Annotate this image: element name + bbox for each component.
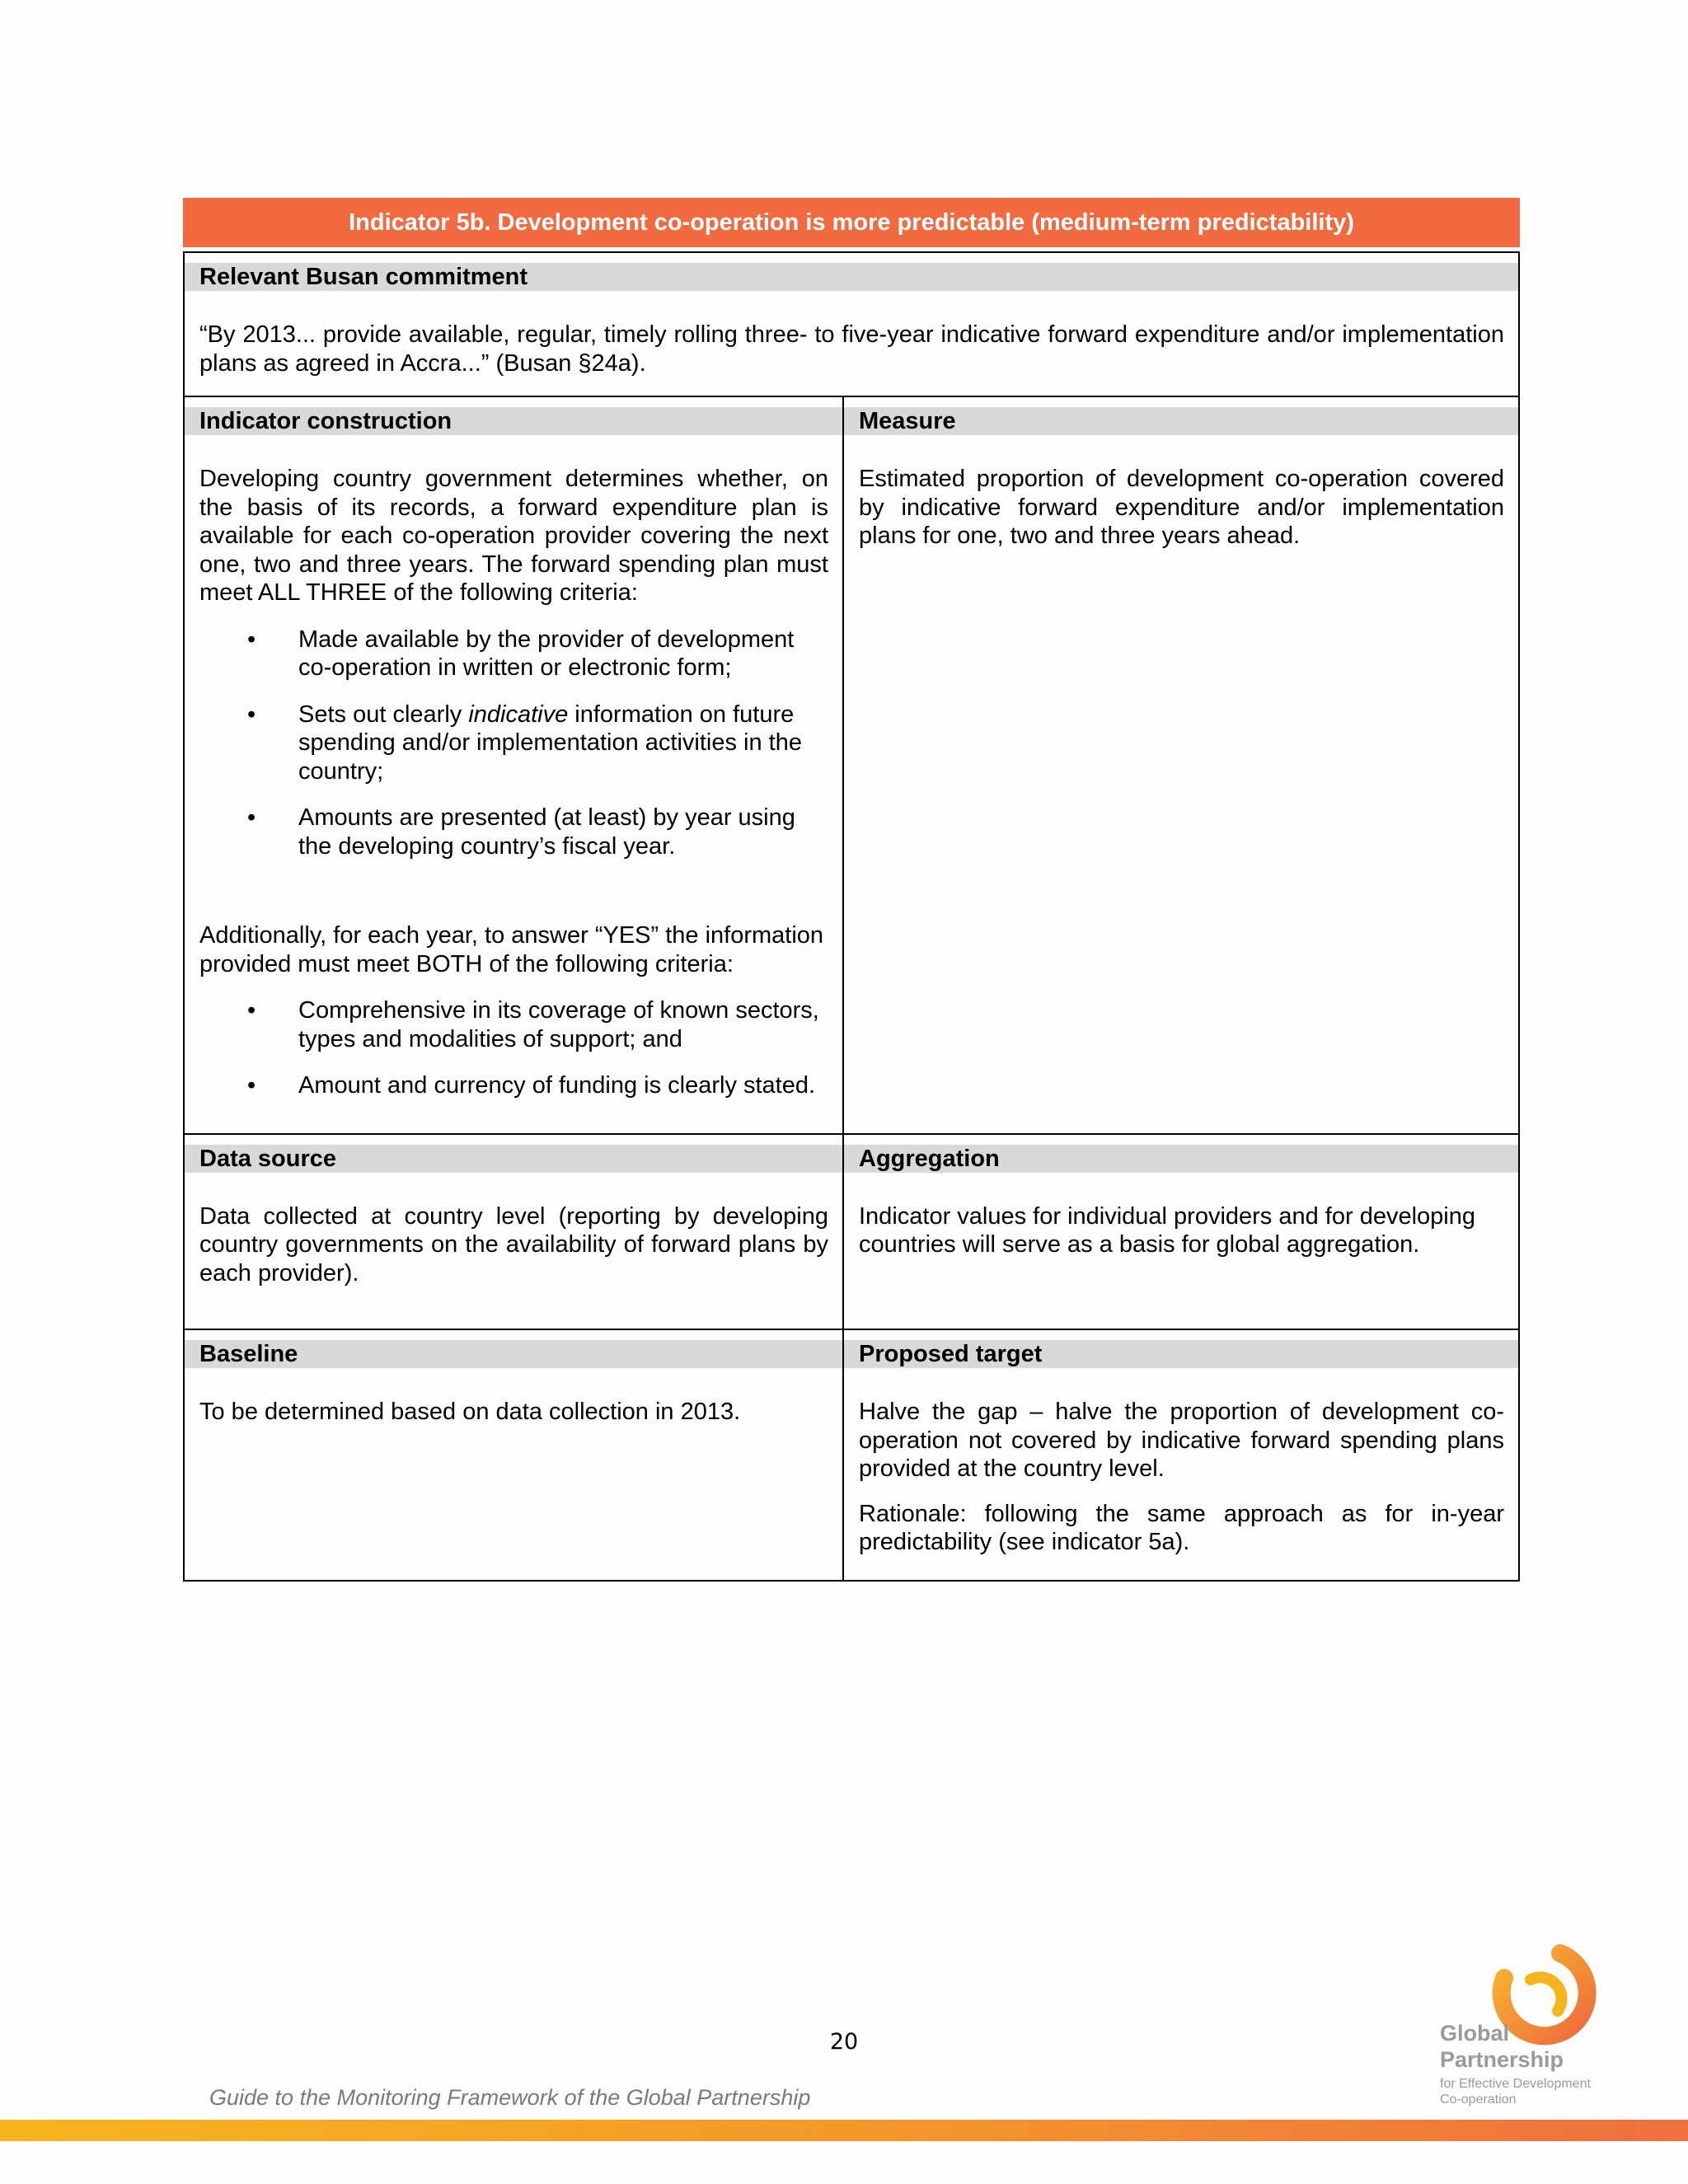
bullet-icon: • [247,701,256,728]
aggregation-cell [844,1135,1518,1329]
list-item [199,1071,828,1100]
construction-intro: Developing country government determines whether, on the basis of its records, a forward expenditure plan is available for each co-operation provider covering the next one, two and three years. The forward spending plan must meet ALL THREE of the following criteria: [199,466,828,606]
datasource-body [185,1173,842,1329]
criteria-text: Comprehensive in its coverage of known sectors, types and modalities of support; and [298,997,819,1052]
bullet-icon: • [247,626,256,653]
baseline-target-row [185,1329,1518,1580]
bullet-icon: • [247,997,256,1024]
criteria-text: Amounts are presented (at least) by year using the developing country’s fiscal year. [298,804,795,860]
bullet-icon: • [247,1072,256,1099]
criteria-text: Sets out clearly [298,701,469,728]
footer-bar [0,2120,1688,2141]
list-item [199,626,828,682]
construction-cell [185,397,844,1133]
construction-header: Indicator construction [185,407,842,435]
criteria-text: Made available by the provider of development co-operation in written or electronic form; [298,626,795,681]
target-cell [844,1330,1518,1580]
aggregation-header: Aggregation [844,1145,1518,1173]
baseline-header: Baseline [185,1340,842,1368]
construction-additional: Additionally, for each year, to answer “YES” the information provided must meet BOTH of the following criteria: [199,922,824,977]
datasource-text: Data collected at country level (reporting by developing country governments on the availability of forward plans by each provider). [199,1202,828,1286]
target-body [844,1368,1518,1580]
measure-cell [844,397,1518,1133]
commitment-header: Relevant Busan commitment [185,263,1518,291]
commitment-quote: “By 2013... provide available, regular, timely rolling three- to five-year indicative forward expenditure and/or implementation plans as agreed in Accra...” (Busan §24a). [199,321,1504,377]
measure-text: Estimated proportion of development co-operation covered by indicative forward expenditure and/or implementation plans for one, two and three years ahead. [859,466,1504,549]
baseline-body [185,1368,842,1446]
logo-text-effective: for Effective Development [1440,2077,1591,2091]
aggregation-body [844,1173,1518,1279]
measure-body [844,435,1518,570]
criteria-text: Amount and currency of funding is clearly stated. [298,1072,816,1099]
criteria-text: information on future spending and/or implementation activities in the country; [298,701,802,785]
construction-measure-row [185,396,1518,1133]
footer-guide-title: Guide to the Monitoring Framework of the Global Partnership [209,2085,811,2110]
baseline-cell [185,1330,844,1580]
logo-text-global: Global [1440,2021,1510,2046]
measure-header: Measure [844,407,1518,435]
construction-body [185,435,842,1133]
page-number: 20 [829,2029,859,2055]
table-grid [183,251,1520,1582]
target-header: Proposed target [844,1340,1518,1368]
aggregation-text: Indicator values for individual providers and for developing countries will serve as a basis for global aggregation. [859,1202,1475,1258]
table-title: Indicator 5b. Development co-operation is more predictable (medium-term predictability) [183,198,1520,247]
list-item [199,996,828,1053]
datasource-aggregation-row [185,1133,1518,1329]
commitment-text [185,291,1518,396]
logo-text-partnership: Partnership [1440,2047,1564,2072]
criteria-list-both [199,996,828,1100]
criteria-list-all-three [199,626,828,861]
criteria-emphasis: indicative [468,701,569,728]
bullet-icon: • [247,804,256,831]
datasource-cell [185,1135,844,1329]
commitment-block [185,251,1518,396]
list-item [199,701,828,786]
logo-text-cooperation: Co-operation [1440,2093,1517,2107]
datasource-header: Data source [185,1145,842,1173]
baseline-text: To be determined based on data collection in 2013. [199,1399,741,1425]
target-text: Halve the gap – halve the proportion of development co-operation not covered by indicative forward spending plans provided at the country level. [859,1399,1504,1482]
target-rationale: Rationale: following the same approach as for in-year predictability (see indicator 5a). [859,1500,1504,1555]
list-item [199,804,828,860]
indicator-table [183,198,1520,1582]
